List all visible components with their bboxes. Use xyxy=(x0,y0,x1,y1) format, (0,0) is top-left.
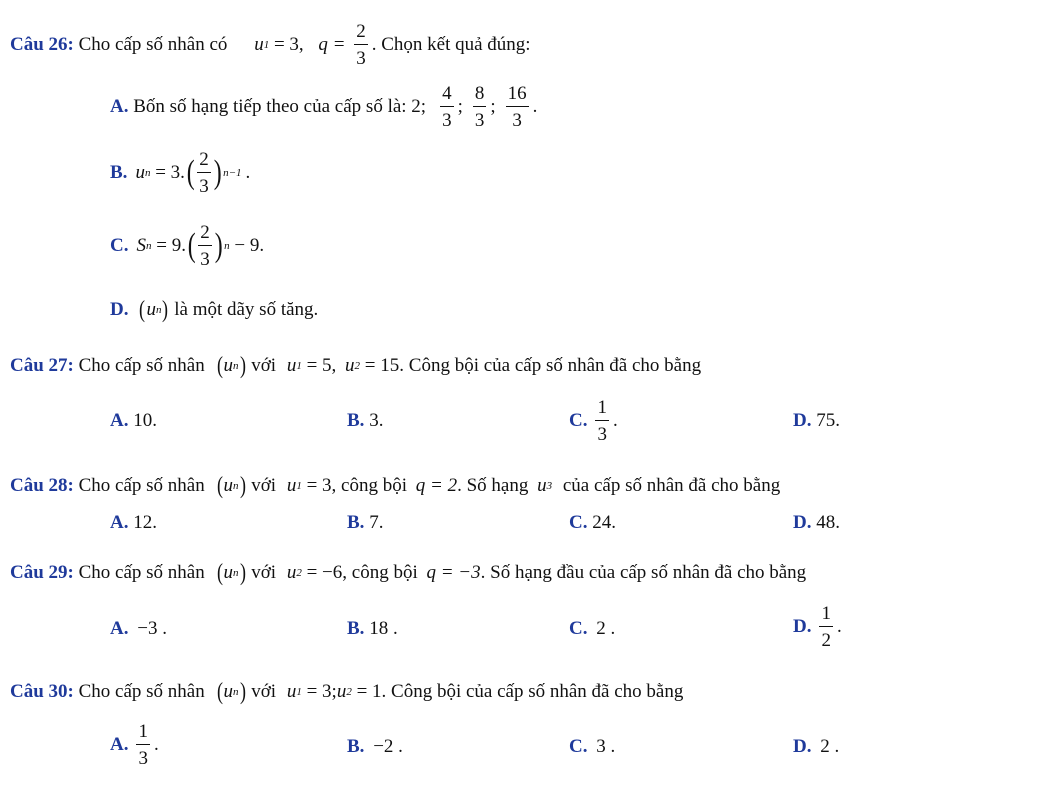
q26-c-lhs-sub: n xyxy=(145,240,152,252)
q28-a-val: 12. xyxy=(128,512,157,533)
q27-b-label: B. xyxy=(347,410,365,431)
q30-a-den: 3 xyxy=(138,748,148,769)
q27-stem xyxy=(10,354,701,378)
q29-option-b xyxy=(347,618,398,640)
q30-a-label: A. xyxy=(110,734,129,755)
q27-var-sub: n xyxy=(233,360,239,372)
q26-option-d xyxy=(110,298,318,322)
q27-u1-sub: 1 xyxy=(296,360,302,372)
q27-u1-val: = 5, xyxy=(301,355,342,376)
q26-d-var: u xyxy=(146,299,156,320)
q26-a-f3-den: 3 xyxy=(512,110,522,131)
q30-u2: u xyxy=(336,681,347,702)
q30-stem xyxy=(10,680,683,704)
q26-a-frac3 xyxy=(506,84,529,130)
q28-c-label: C. xyxy=(569,512,588,533)
q27-c-frac xyxy=(595,398,609,444)
q27-lparen: ( xyxy=(216,353,223,379)
q27-rparen: ) xyxy=(239,353,246,379)
q26-b-lhs-sub: n xyxy=(144,167,151,179)
q27-var: u xyxy=(223,355,233,376)
q26-label: Câu 26: xyxy=(10,34,74,55)
q29-lparen: ( xyxy=(216,560,223,586)
q30-option-c xyxy=(569,736,615,758)
q30-var-sub: n xyxy=(233,686,239,698)
q28-option-a xyxy=(110,512,157,534)
q27-c-end: . xyxy=(612,410,618,431)
q26-stem xyxy=(10,22,531,68)
q30-u1-val: = 3; xyxy=(301,681,337,702)
q27-a-label: A. xyxy=(110,410,129,431)
q26-c-rparen: ) xyxy=(214,227,223,264)
q26-a-sep2: ; xyxy=(490,96,496,117)
q29-option-d xyxy=(793,604,842,650)
q26-q-var: q = xyxy=(318,34,351,55)
q29-option-c xyxy=(569,618,615,640)
q26-c-eq: = 9. xyxy=(151,235,186,256)
q26-a-end: . xyxy=(532,96,538,117)
q29-d-frac xyxy=(819,604,833,650)
q29-c-val: 2 . xyxy=(591,618,616,639)
q29-text-d: . Số hạng đầu của cấp số nhân đã cho bằng xyxy=(480,562,807,583)
q26-b-eq: = 3. xyxy=(150,162,185,183)
q26-a-label: A. xyxy=(110,96,129,117)
q28-d-val: 48. xyxy=(811,512,840,533)
q29-a-label: A. xyxy=(110,618,129,639)
q29-rparen: ) xyxy=(239,560,246,586)
q30-c-label: C. xyxy=(569,736,588,757)
q26-c-frac xyxy=(198,223,212,269)
q30-text-b: với xyxy=(246,681,281,702)
q26-a-f2-num: 8 xyxy=(473,84,487,107)
q26-b-num: 2 xyxy=(197,150,211,173)
q29-a-val: −3 . xyxy=(132,618,167,639)
q30-u2-val: = 1 xyxy=(351,681,382,702)
q29-b-label: B. xyxy=(347,618,365,639)
q30-d-label: D. xyxy=(793,736,812,757)
q30-text-a: Cho cấp số nhân xyxy=(73,681,210,702)
q28-d-label: D. xyxy=(793,512,812,533)
q27-a-val: 10. xyxy=(128,410,157,431)
q26-q-frac xyxy=(354,22,368,68)
q27-text-b: với xyxy=(246,355,281,376)
q26-a-f1-den: 3 xyxy=(442,110,452,131)
q30-b-val: −2 . xyxy=(368,736,403,757)
q30-a-end: . xyxy=(153,734,159,755)
q26-a-frac1 xyxy=(440,84,454,130)
q26-c-lparen: ( xyxy=(187,227,196,264)
q26-d-text: là một dãy số tăng. xyxy=(169,299,319,320)
q27-u1: u xyxy=(286,355,297,376)
q28-option-b xyxy=(347,512,383,534)
q27-u2: u xyxy=(345,355,355,376)
q29-u2-sub: 2 xyxy=(296,567,302,579)
q26-text-b: . Chọn kết quả đúng: xyxy=(371,34,531,55)
q27-label: Câu 27: xyxy=(10,355,74,376)
q27-option-c xyxy=(569,398,618,444)
q30-a-frac xyxy=(136,722,150,768)
q28-u1-sub: 1 xyxy=(296,480,302,492)
q26-a-f3-num: 16 xyxy=(506,84,529,107)
q26-c-tail: − 9. xyxy=(229,235,265,256)
q27-text-c: . Công bội của cấp số nhân đã cho bằng xyxy=(399,355,702,376)
q28-stem xyxy=(10,474,780,498)
q26-d-lparen: ( xyxy=(139,297,146,323)
q29-d-den: 2 xyxy=(821,630,831,651)
q29-q: q = −3 xyxy=(426,562,481,583)
q29-b-val: 18 . xyxy=(364,618,398,639)
q28-text-a: Cho cấp số nhân xyxy=(73,475,210,496)
q28-c-val: 24. xyxy=(587,512,616,533)
q29-u2-val: = −6 xyxy=(301,562,343,583)
q29-option-a xyxy=(110,618,167,640)
q26-a-f1-num: 4 xyxy=(440,84,454,107)
q26-c-label: C. xyxy=(110,235,129,256)
q26-a-text: Bốn số hạng tiếp theo của cấp số là: 2; xyxy=(128,96,427,117)
q27-c-den: 3 xyxy=(597,424,607,445)
q29-var: u xyxy=(223,562,233,583)
q26-c-lhs: S xyxy=(136,235,146,256)
q28-var-sub: n xyxy=(233,480,239,492)
q27-option-d xyxy=(793,410,840,432)
q26-q-num: 2 xyxy=(354,22,368,45)
q26-u1-val: = 3, xyxy=(269,34,309,55)
q28-a-label: A. xyxy=(110,512,129,533)
q28-text-c: , công bội xyxy=(331,475,412,496)
q26-b-lparen: ( xyxy=(186,154,195,191)
q28-text-d: . Số hạng xyxy=(457,475,534,496)
q26-option-b xyxy=(110,150,250,196)
q27-c-label: C. xyxy=(569,410,588,431)
q26-d-rparen: ) xyxy=(162,297,169,323)
q26-u1: u xyxy=(254,34,264,55)
q29-d-end: . xyxy=(836,616,842,637)
q26-b-den: 3 xyxy=(199,176,209,197)
q28-b-label: B. xyxy=(347,512,365,533)
q28-q: q = 2 xyxy=(415,475,458,496)
q28-lparen: ( xyxy=(216,473,223,499)
q26-b-frac xyxy=(197,150,211,196)
q28-option-c xyxy=(569,512,616,534)
q26-option-c xyxy=(110,223,264,269)
q26-c-den: 3 xyxy=(200,249,210,270)
q28-var: u xyxy=(223,475,233,496)
q28-u3: u xyxy=(537,475,547,496)
q29-text-a: Cho cấp số nhân xyxy=(73,562,210,583)
q26-b-rparen: ) xyxy=(213,154,222,191)
q26-option-a xyxy=(110,84,537,130)
q28-rparen: ) xyxy=(239,473,246,499)
q30-option-b xyxy=(347,736,403,758)
q30-option-a xyxy=(110,722,159,768)
q30-label: Câu 30: xyxy=(10,681,74,702)
q27-d-label: D. xyxy=(793,410,812,431)
q28-option-d xyxy=(793,512,840,534)
q26-c-num: 2 xyxy=(198,223,212,246)
q26-b-exp: n−1 xyxy=(223,167,242,179)
q27-c-num: 1 xyxy=(595,398,609,421)
q30-u1-sub: 1 xyxy=(296,686,302,698)
q27-u2-sub: 2 xyxy=(354,360,361,372)
q26-a-frac2 xyxy=(473,84,487,130)
q28-text-b: với xyxy=(246,475,281,496)
q28-u3-sub: 3 xyxy=(546,480,553,492)
q26-text-a: Cho cấp số nhân có xyxy=(73,34,233,55)
q29-u2: u xyxy=(286,562,297,583)
q27-d-val: 75. xyxy=(811,410,840,431)
q30-option-d xyxy=(793,736,839,758)
q30-b-label: B. xyxy=(347,736,365,757)
q29-d-label: D. xyxy=(793,616,812,637)
q28-label: Câu 28: xyxy=(10,475,74,496)
q29-text-c: , công bội xyxy=(342,562,423,583)
q28-u1-val: = 3 xyxy=(301,475,332,496)
q29-c-label: C. xyxy=(569,618,588,639)
q30-var: u xyxy=(223,681,233,702)
q29-d-num: 1 xyxy=(819,604,833,627)
q29-label: Câu 29: xyxy=(10,562,74,583)
q26-c-exp: n xyxy=(224,240,230,252)
q27-option-b xyxy=(347,410,383,432)
q30-c-val: 3 . xyxy=(591,736,616,757)
q28-text-e: của cấp số nhân đã cho bằng xyxy=(558,475,781,496)
q30-u2-sub: 2 xyxy=(346,686,352,698)
q26-b-lhs: u xyxy=(135,162,145,183)
q30-text-c: . Công bội của cấp số nhân đã cho bằng xyxy=(381,681,684,702)
q28-b-val: 7. xyxy=(364,512,384,533)
q26-d-sub: n xyxy=(155,304,162,316)
q27-u2-val: = 15 xyxy=(360,355,400,376)
q26-b-end: . xyxy=(245,162,251,183)
q29-var-sub: n xyxy=(233,567,239,579)
q30-rparen: ) xyxy=(239,679,246,705)
q30-u1: u xyxy=(286,681,297,702)
q26-q-den: 3 xyxy=(356,48,366,69)
q29-text-b: với xyxy=(246,562,281,583)
q27-text-a: Cho cấp số nhân xyxy=(73,355,210,376)
q30-lparen: ( xyxy=(216,679,223,705)
q28-u1: u xyxy=(286,475,297,496)
q26-u1-sub: 1 xyxy=(263,39,270,51)
q30-d-val: 2 . xyxy=(815,736,840,757)
q27-option-a xyxy=(110,410,157,432)
q30-a-num: 1 xyxy=(136,722,150,745)
q27-b-val: 3. xyxy=(364,410,384,431)
q26-a-sep1: ; xyxy=(457,96,463,117)
q26-a-f2-den: 3 xyxy=(474,110,485,131)
q29-stem xyxy=(10,561,806,585)
q26-b-label: B. xyxy=(110,162,128,183)
q26-d-label: D. xyxy=(110,299,129,320)
